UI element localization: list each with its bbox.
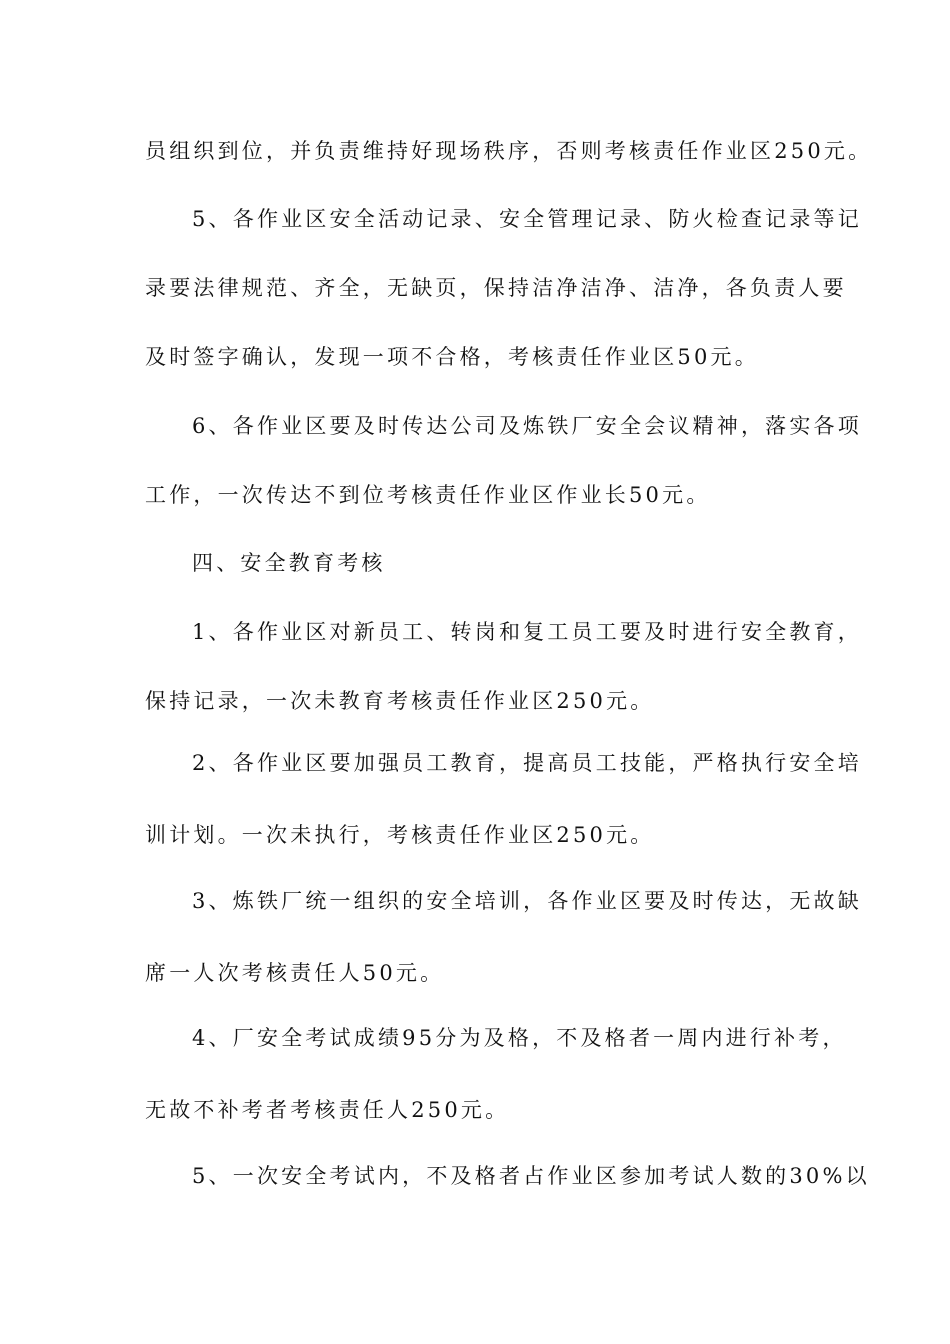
paragraph-line: 3、炼铁厂统一组织的安全培训，各作业区要及时传达，无故缺 (192, 889, 862, 913)
paragraph-line: 1、各作业区对新员工、转岗和复工员工要及时进行安全教育， (192, 620, 862, 644)
paragraph-line: 席一人次考核责任人50元。 (145, 961, 445, 985)
paragraph-line: 5、各作业区安全活动记录、安全管理记录、防火检查记录等记 (192, 207, 862, 231)
paragraph-line: 保持记录，一次未教育考核责任作业区250元。 (145, 689, 655, 713)
paragraph-line: 无故不补考者考核责任人250元。 (145, 1098, 510, 1122)
paragraph-line: 训计划。一次未执行，考核责任作业区250元。 (145, 823, 655, 847)
paragraph-line: 录要法律规范、齐全，无缺页，保持洁净洁净、洁净，各负责人要 (145, 276, 847, 300)
section-heading: 四、安全教育考核 (192, 551, 386, 575)
paragraph-line: 工作，一次传达不到位考核责任作业区作业长50元。 (145, 483, 711, 507)
paragraph-line: 5、一次安全考试内，不及格者占作业区参加考试人数的30%以 (192, 1164, 870, 1188)
paragraph-line: 6、各作业区要及时传达公司及炼铁厂安全会议精神，落实各项 (192, 414, 862, 438)
paragraph-line: 2、各作业区要加强员工教育，提高员工技能，严格执行安全培 (192, 751, 862, 775)
paragraph-line: 及时签字确认，发现一项不合格，考核责任作业区50元。 (145, 345, 759, 369)
paragraph-line: 4、厂安全考试成绩95分为及格，不及格者一周内进行补考， (192, 1026, 847, 1050)
paragraph-line: 员组织到位，并负责维持好现场秩序，否则考核责任作业区250元。 (145, 139, 873, 163)
